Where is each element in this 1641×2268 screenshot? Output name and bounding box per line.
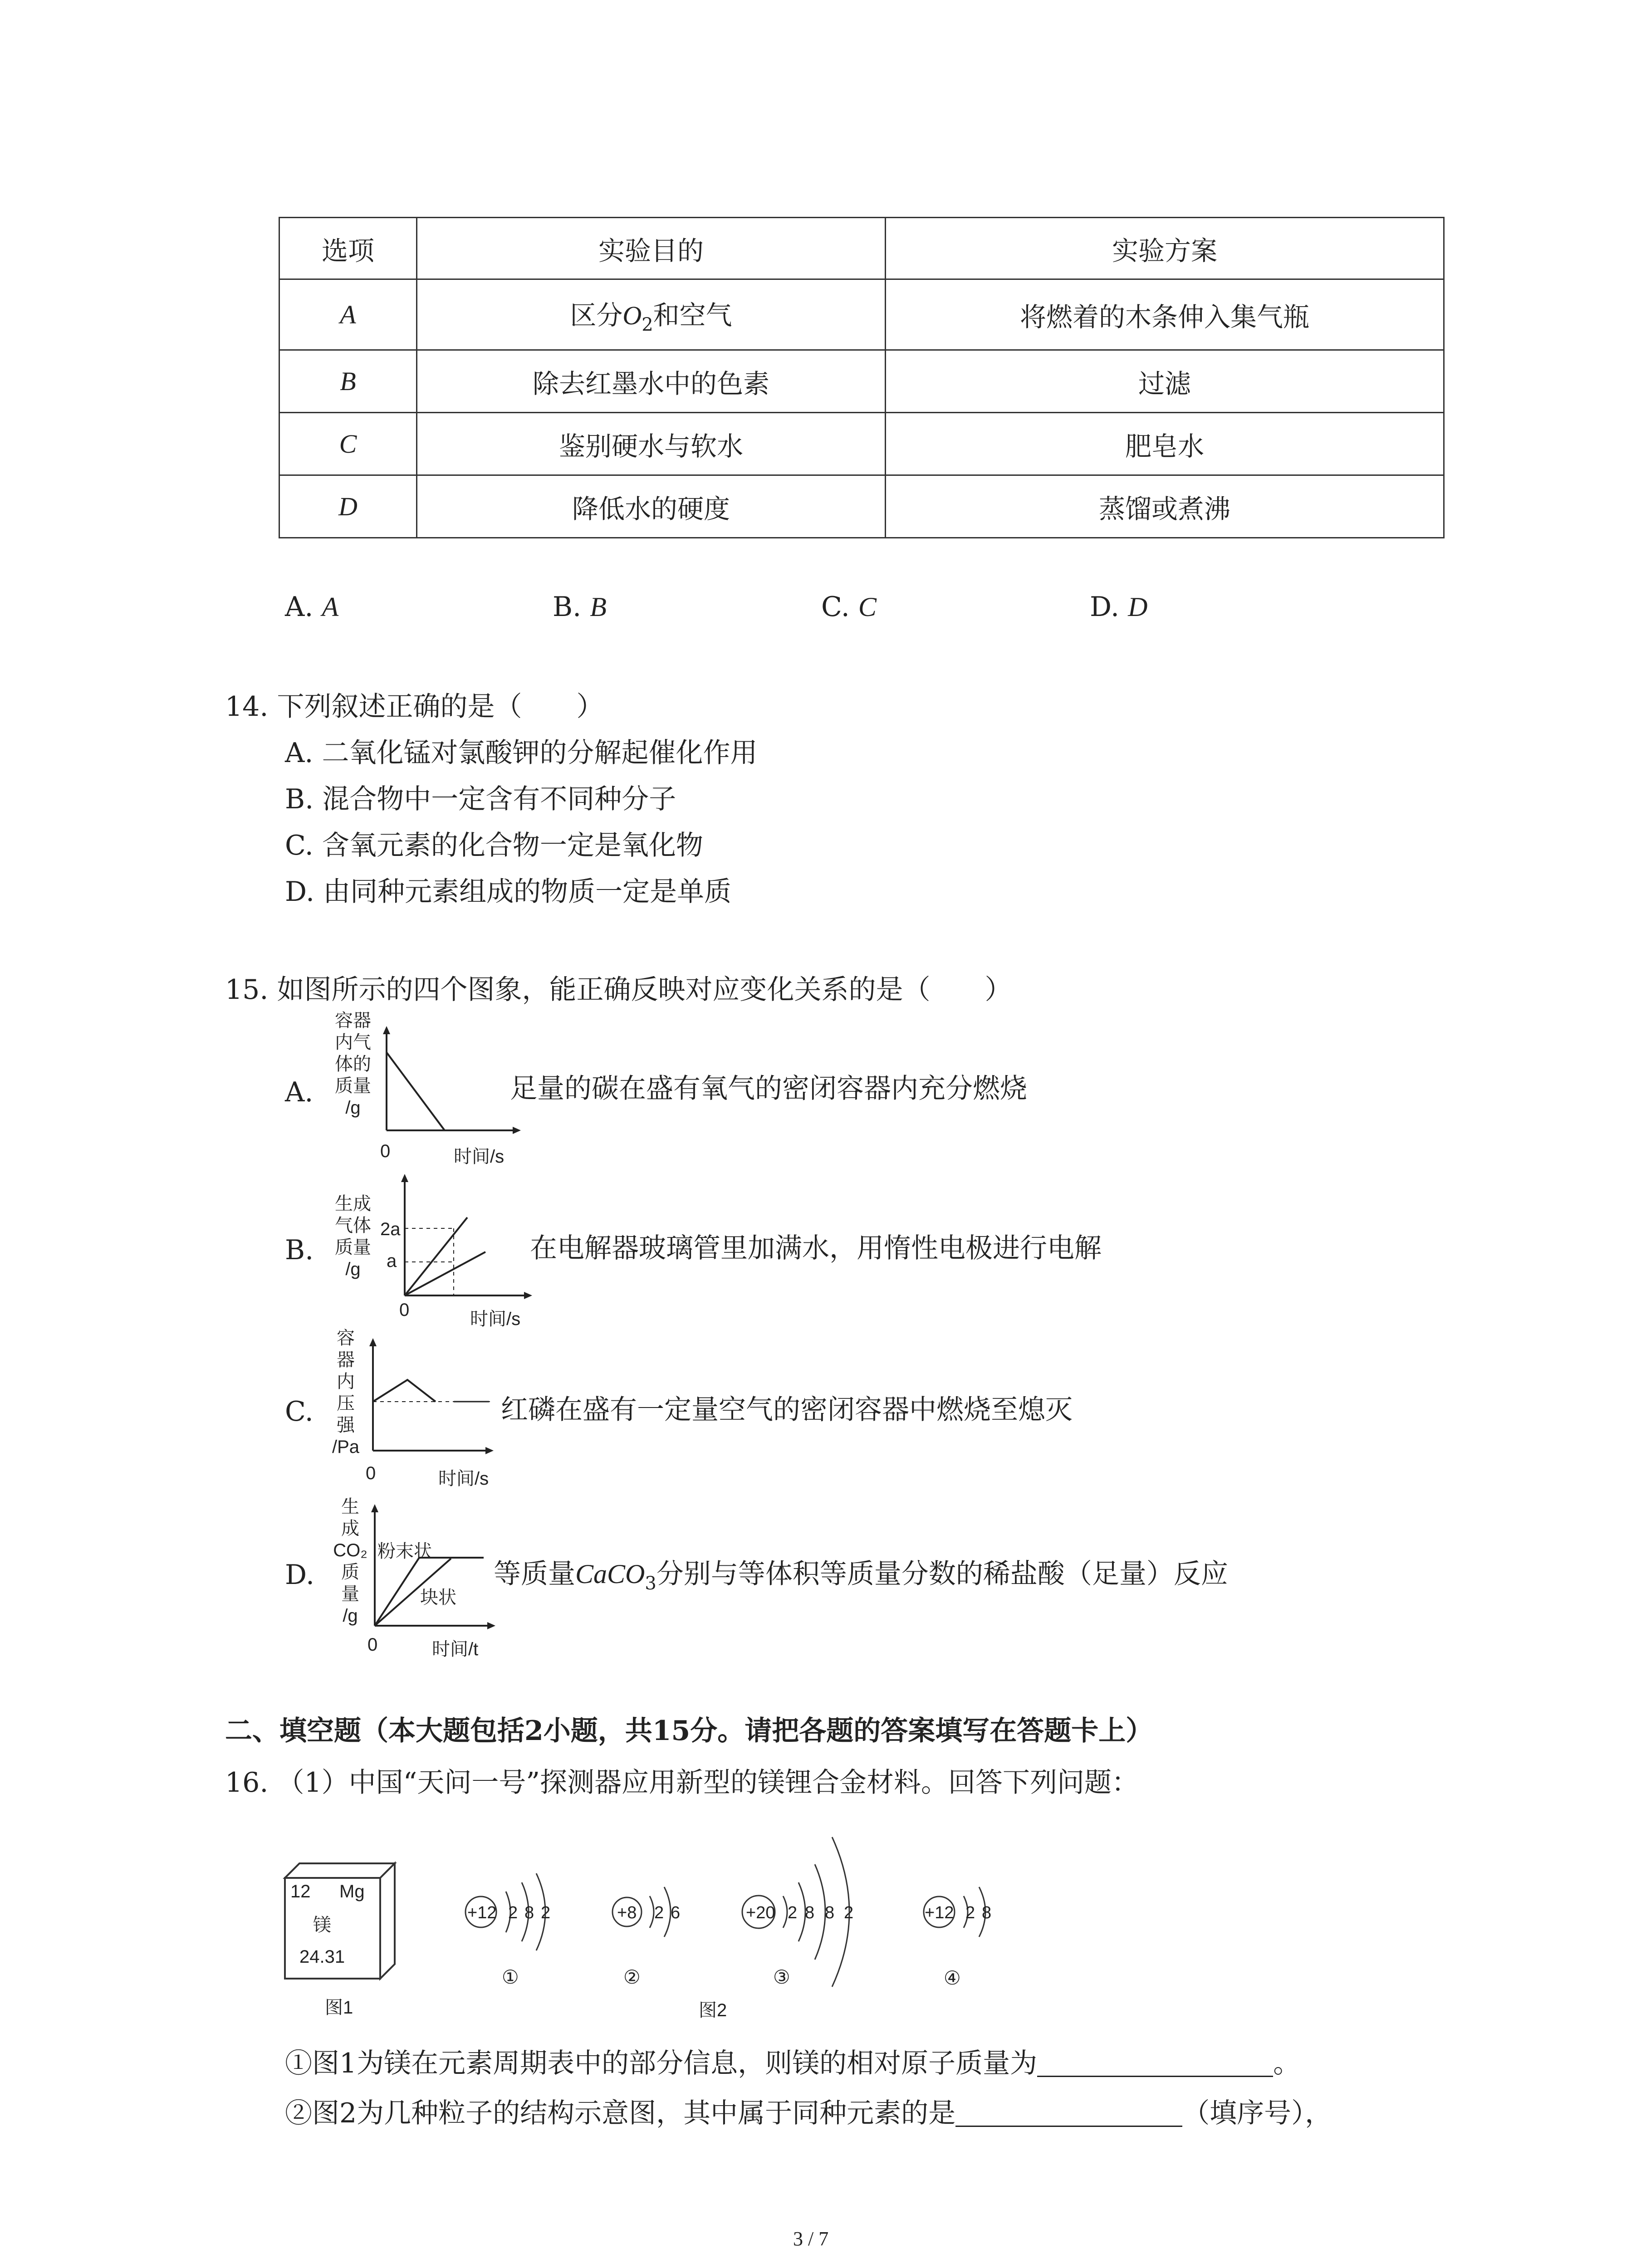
choice-d[interactable]: [1090, 593, 1147, 621]
particle-1-shell: 2: [508, 1903, 518, 1922]
graph-c-desc: 红磷在盛有一定量空气的密闭容器中燃烧至熄灭: [501, 1394, 1073, 1426]
ylabel-line: /g: [345, 1098, 361, 1118]
graph-a-plot: [377, 1026, 522, 1144]
q14-stem: 14. 下列叙述正确的是（ ）: [225, 691, 604, 723]
ylabel-line: 质: [341, 1562, 359, 1582]
question-text: ②图2为几种粒子的结构示意图，其中属于同种元素的是: [285, 2097, 956, 2129]
table-row: [279, 350, 1444, 413]
shell-arc: [650, 1896, 654, 1928]
table-cell-plan: 过滤: [886, 350, 1444, 413]
particle-3-shell: 8: [825, 1903, 835, 1922]
curve-line: [373, 1380, 436, 1402]
particle-3-nucleus: +20: [746, 1903, 775, 1922]
curve-label-powder: 粉末状: [377, 1541, 432, 1561]
graph-b-desc: 在电解器玻璃管里加满水，用惰性电极进行电解: [530, 1232, 1102, 1264]
q15-option-d-label[interactable]: D.: [285, 1559, 315, 1591]
particle-1-shell: 8: [524, 1903, 534, 1922]
q15-option-c-label[interactable]: C.: [285, 1396, 314, 1427]
ylabel-line: 内气: [335, 1032, 371, 1052]
fig2-label: 图2: [699, 2000, 727, 2020]
particle-4-shell: 8: [982, 1903, 992, 1922]
answer-blank-2[interactable]: [955, 2098, 1182, 2127]
graph-b-plot: [395, 1174, 540, 1305]
ylabel-line: 质量: [335, 1237, 371, 1257]
shell-arc: [783, 1896, 787, 1928]
choice-a[interactable]: [285, 593, 338, 621]
graph-c-ylabel: [328, 1327, 364, 1458]
ylabel-line: 强: [337, 1415, 355, 1435]
table-cell-plan: 肥皂水: [886, 413, 1444, 475]
graph-d-origin: 0: [367, 1635, 378, 1655]
table-header-row: [279, 218, 1444, 279]
answer-blank-1[interactable]: [1037, 2048, 1273, 2077]
shell-arc: [664, 1887, 671, 1937]
table-cell-purpose: [417, 279, 886, 350]
table-cell-option: B: [279, 350, 417, 413]
table-cell-option: D: [279, 475, 417, 538]
particle-4-mark: ④: [944, 1967, 961, 1989]
graph-a-desc: 足量的碳在盛有氧气的密闭容器内充分燃烧: [510, 1073, 1027, 1105]
table-row: [279, 413, 1444, 475]
table-row: [279, 475, 1444, 538]
ylabel-line: 生成: [335, 1194, 371, 1214]
graph-c-xlabel: 时间/s: [438, 1469, 489, 1489]
choice-value: C: [858, 592, 877, 622]
particle-3-shell: 2: [788, 1903, 798, 1922]
graph-a-ylabel: [330, 1010, 376, 1119]
graph-c-tail: [454, 1400, 490, 1404]
section-heading: 二、填空题（本大题包括2小题，共15分。请把各题的答案填写在答题卡上）: [225, 1715, 1153, 1747]
ylabel-line: 压: [337, 1393, 355, 1413]
ylabel-line: 气体: [335, 1216, 371, 1236]
element-number: 12: [290, 1882, 311, 1901]
ylabel-line: 容器: [335, 1011, 371, 1031]
formula: O: [622, 301, 642, 330]
curve-line: [405, 1252, 485, 1295]
formula: CaCO: [575, 1559, 645, 1589]
particle-4-shell: 2: [965, 1903, 975, 1922]
graph-d-plot: [365, 1504, 501, 1636]
graph-b-origin: 0: [399, 1300, 410, 1320]
q16-line1: [285, 2048, 1300, 2077]
ylabel-line: 生: [341, 1497, 359, 1517]
graph-c-plot: [363, 1338, 499, 1461]
ylabel-line: 容: [337, 1328, 355, 1348]
graph-d-desc: [494, 1560, 1228, 1593]
q15-stem: 15. 如图所示的四个图象，能正确反映对应变化关系的是（ ）: [225, 974, 1012, 1006]
graph-b-ylabel: [330, 1193, 376, 1280]
table-cell-purpose: 除去红墨水中的色素: [417, 350, 886, 413]
particle-2-nucleus: +8: [617, 1903, 637, 1922]
graph-b-xlabel: 时间/s: [470, 1309, 521, 1329]
table-cell-option: C: [279, 413, 417, 475]
particle-1-mark: ①: [502, 1966, 519, 1988]
graph-a-xlabel: 时间/s: [454, 1147, 505, 1167]
page-number: 3 / 7: [793, 2228, 829, 2250]
curve-label-block: 块状: [420, 1588, 456, 1608]
y-axis-arrow: [401, 1174, 408, 1182]
choice-label: B.: [553, 591, 582, 623]
graph-b-tick-2a: 2a: [380, 1219, 401, 1239]
choice-label: D.: [1090, 591, 1120, 623]
q14-option-d[interactable]: D. 由同种元素组成的物质一定是单质: [285, 876, 732, 908]
particle-3-shell: 2: [844, 1903, 854, 1922]
table-cell-plan: 将燃着的木条伸入集气瓶: [886, 279, 1444, 350]
choice-value: B: [590, 592, 607, 622]
desc-text: 等质量: [494, 1558, 575, 1590]
table-cell-option: A: [279, 279, 417, 350]
formula-subscript: 2: [642, 314, 653, 335]
q16-line2: [285, 2098, 1332, 2127]
choice-b[interactable]: [553, 593, 607, 621]
ylabel-line: CO₂: [333, 1540, 367, 1560]
particle-2-mark: ②: [623, 1966, 641, 1988]
element-name: 镁: [313, 1915, 331, 1936]
formula-subscript: 3: [645, 1573, 656, 1594]
ylabel-line: /Pa: [332, 1437, 360, 1457]
choice-label: C.: [821, 591, 850, 623]
q14-option-a[interactable]: A. 二氧化锰对氯酸钾的分解起催化作用: [285, 737, 758, 769]
shell-arc: [815, 1864, 825, 1960]
table-cell-purpose: 降低水的硬度: [417, 475, 886, 538]
y-axis-arrow: [371, 1504, 378, 1512]
curve-line: [387, 1052, 445, 1130]
particle-3-mark: ③: [773, 1966, 790, 1988]
choice-label: A.: [285, 591, 314, 623]
ylabel-line: 成: [341, 1519, 359, 1539]
q15-option-b-label[interactable]: B.: [285, 1234, 314, 1266]
particle-4-nucleus: +12: [925, 1903, 954, 1922]
ylabel-line: /g: [345, 1259, 361, 1279]
y-axis-arrow: [369, 1338, 377, 1346]
y-axis-arrow: [383, 1026, 390, 1034]
graph-a-origin: 0: [380, 1141, 391, 1161]
question-text: 。: [1273, 2048, 1301, 2079]
table-header-cell: 实验方案: [886, 218, 1444, 279]
q15-option-a-label[interactable]: A.: [285, 1076, 314, 1108]
element-mass: 24.31: [299, 1947, 345, 1967]
q14-option-c[interactable]: C. 含氧元素的化合物一定是氧化物: [285, 830, 703, 861]
x-axis-arrow: [487, 1622, 495, 1629]
fig1-label: 图1: [325, 1998, 353, 2018]
desc-text: 分别与等体积等质量分数的稀盐酸（足量）反应: [656, 1558, 1228, 1590]
q16-stem: 16. （1）中国“天问一号”探测器应用新型的镁锂合金材料。回答下列问题：: [225, 1767, 1139, 1799]
ylabel-line: 质量: [335, 1076, 371, 1096]
particle-2-shell: 6: [671, 1903, 681, 1922]
table-cell-plan: 蒸馏或煮沸: [886, 475, 1444, 538]
shell-arc: [798, 1882, 805, 1941]
graph-d-xlabel: 时间/t: [432, 1639, 479, 1659]
graph-b-tick-a: a: [387, 1251, 397, 1271]
particle-1-shell: 2: [541, 1903, 551, 1922]
q14-option-b[interactable]: B. 混合物中一定含有不同种分子: [285, 783, 676, 815]
particle-1-nucleus: +12: [467, 1903, 497, 1922]
graph-c-origin: 0: [366, 1463, 376, 1483]
table-header-cell: 实验目的: [417, 218, 886, 279]
x-axis-arrow: [485, 1447, 494, 1454]
cube-top: [285, 1863, 395, 1878]
choice-value: D: [1128, 592, 1148, 622]
table-header-cell: 选项: [279, 218, 417, 279]
ylabel-line: 器: [337, 1350, 355, 1370]
choice-value: A: [322, 592, 339, 622]
x-axis-arrow: [513, 1127, 521, 1134]
x-axis-arrow: [524, 1292, 532, 1299]
element-symbol: Mg: [339, 1882, 365, 1901]
particle-2-shell: 2: [654, 1903, 664, 1922]
choice-c[interactable]: [821, 593, 877, 621]
table-cell-purpose: 鉴别硬水与软水: [417, 413, 886, 475]
purpose-text: 区分: [570, 300, 623, 331]
question-text: （填序号），: [1182, 2097, 1332, 2129]
question-text: ①图1为镁在元素周期表中的部分信息，则镁的相对原子质量为: [285, 2048, 1038, 2079]
ylabel-line: /g: [343, 1606, 358, 1626]
purpose-text: 和空气: [653, 300, 732, 331]
curve-line: [405, 1217, 467, 1295]
ylabel-line: 内: [337, 1372, 355, 1392]
table-row: [279, 279, 1444, 350]
experiment-table: [279, 217, 1445, 538]
ylabel-line: 量: [341, 1584, 359, 1604]
particle-3-shell: 8: [805, 1903, 815, 1922]
cube-side: [380, 1863, 395, 1979]
ylabel-line: 体的: [335, 1054, 371, 1074]
